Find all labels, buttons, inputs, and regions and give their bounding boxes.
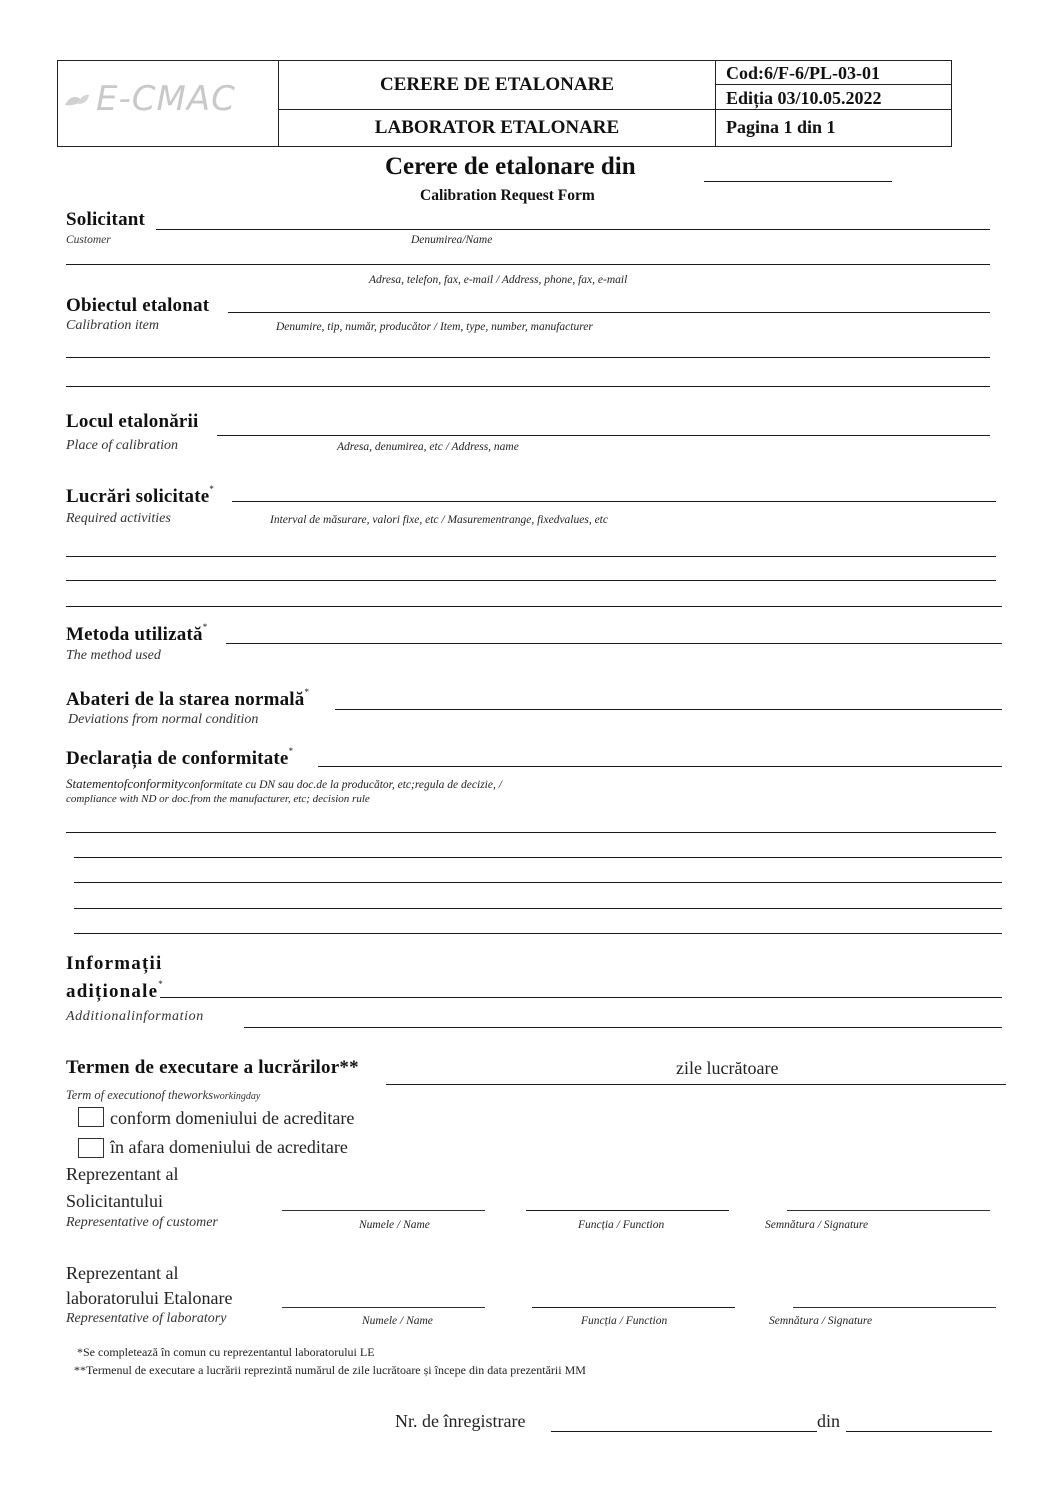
calibration-item-field[interactable]	[228, 312, 990, 313]
customer-rep-signature-hint: Semnătura / Signature	[765, 1219, 869, 1231]
conformity-label-text: Declarația de conformitate	[66, 748, 289, 769]
conformity-star: *	[288, 746, 294, 756]
customer-rep-label-1: Reprezentant al	[66, 1164, 179, 1184]
conformity-label	[66, 748, 293, 770]
solicitant-sub: Customer	[66, 234, 111, 246]
calibration-item-field-3[interactable]	[66, 386, 990, 387]
leaf-logo-icon	[64, 93, 90, 107]
registration-date-field[interactable]	[846, 1431, 992, 1432]
registration-label: Nr. de înregistrare	[395, 1411, 526, 1431]
solicitant-address-hint: Adresa, telefon, fax, e-mail / Address, phone, fax, e-mail	[369, 274, 628, 286]
customer-rep-label-2: Solicitantului	[66, 1191, 163, 1211]
company-logo: E-CMAC	[96, 79, 236, 119]
lab-rep-sub: Representative of laboratory	[66, 1311, 227, 1326]
additional-info-field-2[interactable]	[244, 1027, 1002, 1028]
lab-rep-signature-hint: Semnătura / Signature	[769, 1315, 873, 1327]
method-field[interactable]	[226, 643, 1002, 644]
required-activities-hint: Interval de măsurare, valori fixe, etc / Masurementrange, fixedvalues, etc	[270, 514, 608, 526]
conformity-field-6[interactable]	[74, 933, 1002, 934]
deviations-label-text: Abateri de la starea normală	[66, 689, 305, 710]
customer-rep-function-hint: Funcția / Function	[578, 1219, 665, 1231]
lab-rep-name-field[interactable]	[282, 1307, 485, 1308]
option-accredited-checkbox[interactable]	[78, 1107, 104, 1127]
method-sub: The method used	[66, 648, 161, 663]
lab-rep-signature-field[interactable]	[793, 1307, 996, 1308]
deviations-field[interactable]	[335, 709, 1002, 710]
required-activities-field-4[interactable]	[66, 606, 1002, 607]
conformity-sub-line2: compliance with ND or doc.from the manufacturer, etc; decision rule	[66, 793, 370, 805]
deviations-star: *	[304, 687, 310, 697]
document-edition: Ediția 03/10.05.2022	[716, 86, 951, 110]
solicitant-label: Solicitant	[66, 209, 146, 230]
conformity-field-2[interactable]	[66, 832, 996, 833]
additional-info-sub: Additionalinformation	[66, 1009, 204, 1024]
required-activities-label-text: Lucrări solicitate	[66, 486, 210, 507]
lab-rep-function-hint: Funcția / Function	[581, 1315, 668, 1327]
document-code: Cod:6/F-6/PL-03-01	[716, 61, 951, 85]
laboratory-name: LABORATOR ETALONARE	[279, 110, 716, 146]
customer-rep-sub: Representative of customer	[66, 1215, 218, 1230]
calibration-item-label: Obiectul etalonat	[66, 295, 210, 316]
customer-rep-name-hint: Numele / Name	[359, 1219, 430, 1231]
form-title: Cerere de etalonare din	[385, 153, 636, 180]
calibration-place-hint: Adresa, denumirea, etc / Address, name	[337, 441, 519, 453]
conformity-field-5[interactable]	[74, 908, 1002, 909]
customer-rep-function-field[interactable]	[526, 1210, 729, 1211]
solicitant-name-field[interactable]	[156, 229, 990, 230]
document-title: CERERE DE ETALONARE	[279, 61, 716, 110]
customer-rep-name-field[interactable]	[282, 1210, 485, 1211]
execution-term-label: Termen de executare a lucrărilor**	[66, 1057, 359, 1078]
method-star: *	[202, 622, 208, 632]
conformity-field-3[interactable]	[74, 857, 1002, 858]
footnote-2: **Termenul de executare a lucrării reprezintă numărul de zile lucrătoare și începe din data prezentării MM	[74, 1363, 586, 1377]
conformity-field[interactable]	[318, 766, 1002, 767]
deviations-sub: Deviations from normal condition	[68, 712, 259, 727]
method-label-text: Metoda utilizată	[66, 624, 203, 645]
additional-info-label-2	[66, 981, 164, 1003]
deviations-label	[66, 689, 309, 711]
execution-term-suffix: zile lucrătoare	[676, 1058, 779, 1078]
conformity-sub-rest: conformitate cu DN sau doc.de la producător, etc;regula de decizie, /	[183, 779, 502, 791]
additional-info-star: *	[158, 979, 164, 989]
calibration-item-hint: Denumire, tip, număr, producător / Item, type, number, manufacturer	[276, 321, 593, 333]
required-activities-label	[66, 486, 214, 508]
option-non-accredited-label: în afara domeniului de acreditare	[110, 1137, 348, 1157]
conformity-sub-lead: Statementofconformity	[66, 776, 184, 791]
additional-info-label-1: Informații	[66, 953, 163, 974]
solicitant-address-field[interactable]	[66, 264, 990, 265]
lab-rep-function-field[interactable]	[532, 1307, 735, 1308]
conformity-field-4[interactable]	[74, 882, 1002, 883]
calibration-place-label: Locul etalonării	[66, 411, 199, 432]
registration-din-label: din	[817, 1411, 841, 1431]
logo-cell	[58, 61, 279, 146]
calibration-item-sub: Calibration item	[66, 318, 159, 333]
form-subtitle: Calibration Request Form	[420, 187, 595, 204]
method-label	[66, 624, 207, 646]
conformity-sub	[66, 776, 502, 792]
lab-rep-label-2: laboratorului Etalonare	[66, 1288, 233, 1308]
customer-rep-signature-field[interactable]	[787, 1210, 990, 1211]
required-activities-field-2[interactable]	[66, 556, 996, 557]
form-date-field[interactable]	[704, 181, 892, 182]
required-activities-field-3[interactable]	[66, 580, 996, 581]
additional-info-field[interactable]	[160, 997, 1002, 998]
execution-term-sub-tail: workingday	[213, 1091, 261, 1102]
page-number: Pagina 1 din 1	[726, 117, 836, 137]
additional-info-label-2-text: adiționale	[66, 981, 159, 1002]
required-activities-field[interactable]	[232, 501, 996, 502]
required-activities-sub: Required activities	[66, 511, 171, 526]
solicitant-name-hint: Denumirea/Name	[411, 234, 493, 246]
execution-term-field[interactable]	[386, 1084, 1006, 1085]
lab-rep-label-1: Reprezentant al	[66, 1263, 179, 1283]
execution-term-sub-lead: Term of executionof theworks	[66, 1088, 214, 1102]
lab-rep-name-hint: Numele / Name	[362, 1315, 433, 1327]
option-non-accredited-checkbox[interactable]	[78, 1138, 104, 1158]
option-accredited-label: conform domeniului de acreditare	[110, 1108, 355, 1128]
calibration-place-field[interactable]	[217, 435, 990, 436]
calibration-item-field-2[interactable]	[66, 357, 990, 358]
calibration-place-sub: Place of calibration	[66, 438, 178, 453]
required-activities-star: *	[209, 484, 215, 494]
registration-number-field[interactable]	[551, 1431, 817, 1432]
execution-term-sub	[66, 1088, 260, 1103]
header-table	[57, 60, 952, 147]
footnote-1: *Se completează în comun cu reprezentantul laboratorului LE	[77, 1345, 375, 1359]
